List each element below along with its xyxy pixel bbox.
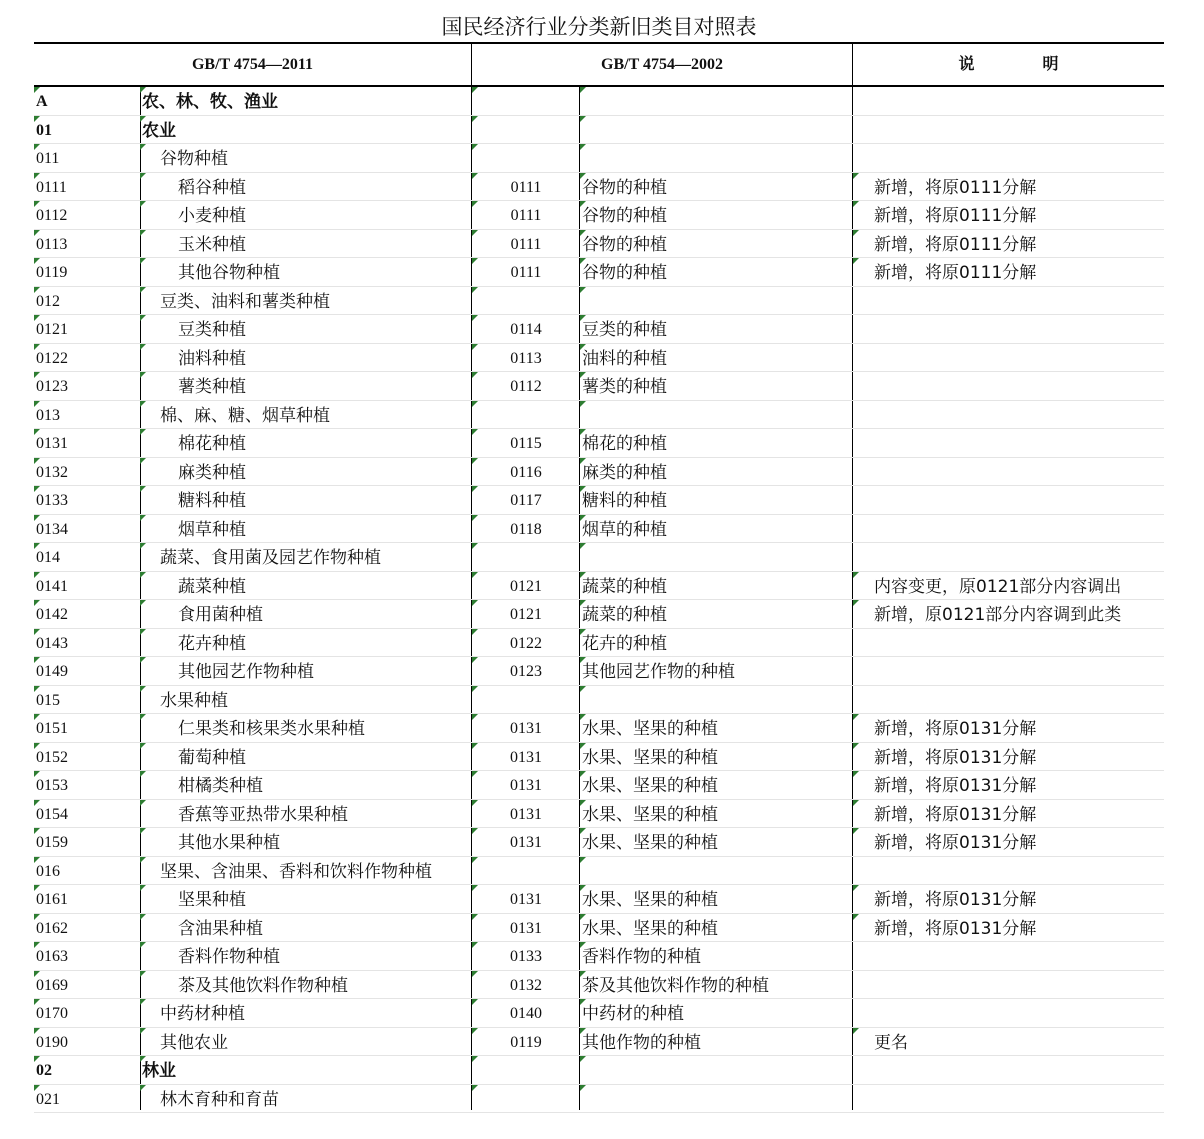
table-row [34,173,1164,202]
old-name-cell: 水果、坚果的种植 [582,918,718,939]
new-name-cell: 豆类种植 [178,320,246,340]
old-name-cell [582,686,852,714]
cell-marker-icon [853,201,859,207]
new-code-cell: 0131 [36,435,68,452]
table-row [34,914,1164,943]
new-code-cell: 0113 [36,235,68,253]
old-code-cell [472,857,580,885]
old-name-cell [582,87,852,115]
old-name-cell: 蔬菜的种植 [582,605,667,625]
new-code-cell: 0142 [36,606,68,623]
new-code-cell: 012 [36,292,60,310]
old-code-cell [472,686,580,714]
table-row [34,287,1164,316]
new-name-cell: 薯类种植 [178,377,246,397]
new-code-cell: 0159 [36,834,68,851]
table-row [34,429,1164,458]
cell-marker-icon [853,800,859,806]
note-cell: 内容变更，原0121部分内容调出 [874,576,1122,597]
old-name-cell [582,857,852,885]
note-cell [874,144,1164,172]
new-code-cell: 0122 [36,349,68,367]
new-code-cell: 0152 [36,748,68,766]
table-row [34,771,1164,800]
note-cell [874,344,1164,372]
new-name-cell: 稻谷种植 [178,177,246,198]
old-name-cell [582,1056,852,1084]
new-code-cell: 0151 [36,720,68,737]
note-cell [874,458,1164,486]
old-name-cell [582,287,852,315]
table-row [34,600,1164,629]
new-code-cell: 0154 [36,805,68,823]
new-code-cell: 011 [36,150,60,167]
table-row [34,87,1164,116]
note-cell: 新增，将原0111分解 [874,206,1037,226]
table-row [34,515,1164,544]
note-cell [874,87,1164,115]
note-cell: 新增，将原0131分解 [874,833,1037,853]
old-name-cell: 其他作物的种植 [582,1032,701,1053]
old-code-cell: 0131 [510,919,542,937]
new-name-cell: 农、林、牧、渔业 [142,92,278,112]
old-name-cell: 豆类的种植 [582,320,667,340]
table-row [34,144,1164,173]
new-name-cell: 小麦种植 [178,206,246,226]
note-cell: 新增，将原0131分解 [874,804,1037,825]
old-name-cell [582,1085,852,1113]
new-code-cell: 0132 [36,463,68,481]
note-cell: 新增，将原0111分解 [874,177,1037,198]
note-cell [874,942,1164,970]
old-name-cell: 中药材的种植 [582,1004,684,1024]
old-code-cell: 0115 [510,435,542,452]
note-cell [874,1056,1164,1084]
new-name-cell: 烟草种植 [178,519,246,540]
table-title: 国民经济行业分类新旧类目对照表 [441,15,757,39]
header-old-standard: GB/T 4754—2002 [601,56,723,73]
new-name-cell: 蔬菜、食用菌及园艺作物种植 [160,548,381,568]
new-name-cell: 豆类、油料和薯类种植 [160,291,330,312]
new-code-cell: 02 [36,1062,52,1079]
old-code-cell: 0118 [510,520,542,538]
old-name-cell: 香料作物的种植 [582,947,701,967]
old-name-cell: 水果、坚果的种植 [582,747,718,768]
old-name-cell: 谷物的种植 [582,234,667,255]
old-name-cell [582,543,852,571]
header-note-char-2: 明 [1042,56,1059,73]
new-code-cell: 0143 [36,634,68,652]
old-name-cell: 糖料的种植 [582,491,667,511]
old-code-cell: 0114 [510,321,542,338]
table-row [34,971,1164,1000]
new-code-cell: 0163 [36,948,68,965]
old-code-cell: 0111 [510,207,542,224]
table-row [34,116,1164,145]
old-code-cell [472,144,580,172]
table-row [34,629,1164,658]
old-code-cell: 0140 [510,1005,542,1022]
table-row [34,258,1164,287]
table-row [34,315,1164,344]
new-name-cell: 玉米种植 [178,234,246,255]
old-code-cell: 0121 [510,606,542,623]
table-row [34,572,1164,601]
cell-marker-icon [853,914,859,920]
table-body [34,87,1164,1113]
note-cell [874,116,1164,144]
table-row [34,800,1164,829]
old-code-cell: 0111 [510,235,542,253]
table-row [34,543,1164,572]
note-cell [874,629,1164,657]
new-name-cell: 中药材种植 [160,1004,245,1024]
note-cell [874,971,1164,999]
old-name-cell [582,401,852,429]
new-name-cell: 食用菌种植 [178,605,263,625]
old-code-cell: 0111 [510,178,542,196]
table-row [34,857,1164,886]
table-row [34,201,1164,230]
cell-marker-icon [853,771,859,777]
old-name-cell: 烟草的种植 [582,519,667,540]
cell-marker-icon [853,1028,859,1034]
old-name-cell [582,144,852,172]
new-code-cell: 01 [36,121,52,139]
cell-marker-icon [853,230,859,236]
note-cell [874,401,1164,429]
table-row [34,1085,1164,1114]
old-code-cell [472,287,580,315]
note-cell [874,543,1164,571]
note-cell [874,486,1164,514]
old-code-cell [472,401,580,429]
note-cell: 更名 [874,1032,908,1053]
table-row [34,942,1164,971]
new-name-cell: 林业 [142,1061,176,1081]
old-code-cell: 0112 [510,378,542,395]
new-code-cell: 0134 [36,520,68,538]
old-name-cell: 水果、坚果的种植 [582,890,718,910]
table-row [34,686,1164,715]
old-name-cell: 谷物的种植 [582,206,667,226]
new-name-cell: 农业 [142,120,176,141]
old-code-cell: 0113 [510,349,542,367]
note-cell: 新增，原0121部分内容调到此类 [874,605,1122,625]
old-name-cell [582,116,852,144]
note-cell [874,315,1164,343]
new-code-cell: 0141 [36,577,68,595]
table-row [34,999,1164,1028]
old-code-cell: 0131 [510,805,542,823]
table-row [34,458,1164,487]
new-code-cell: 013 [36,406,60,424]
cell-marker-icon [853,600,859,606]
note-cell [874,429,1164,457]
new-name-cell: 其他水果种植 [178,833,280,853]
old-name-cell: 水果、坚果的种植 [582,804,718,825]
new-name-cell: 柑橘类种植 [178,776,263,796]
note-cell [874,1085,1164,1113]
new-name-cell: 坚果、含油果、香料和饮料作物种植 [160,861,432,882]
new-code-cell: 0161 [36,891,68,908]
note-cell: 新增，将原0131分解 [874,890,1037,910]
cell-marker-icon [853,714,859,720]
old-code-cell: 0123 [510,663,542,680]
note-cell: 新增，将原0131分解 [874,918,1037,939]
new-name-cell: 谷物种植 [160,149,228,169]
old-name-cell: 其他园艺作物的种植 [582,662,735,682]
new-code-cell: 0170 [36,1005,68,1022]
new-code-cell: 0121 [36,321,68,338]
note-cell: 新增，将原0111分解 [874,234,1037,255]
old-code-cell: 0121 [510,577,542,595]
table-row [34,828,1164,857]
table-row [34,486,1164,515]
new-code-cell: 015 [36,691,60,709]
new-name-cell: 糖料种植 [178,491,246,511]
top-rule [34,42,1164,44]
new-name-cell: 水果种植 [160,690,228,711]
old-name-cell: 谷物的种植 [582,263,667,283]
new-name-cell: 麻类种植 [178,462,246,483]
old-name-cell: 棉花的种植 [582,434,667,454]
new-code-cell: 0153 [36,777,68,794]
note-cell: 新增，将原0131分解 [874,719,1037,739]
old-code-cell: 0117 [510,492,542,509]
cell-marker-icon [853,258,859,264]
old-code-cell [472,116,580,144]
new-code-cell: 0111 [36,178,67,196]
old-name-cell: 薯类的种植 [582,377,667,397]
new-code-cell: 0149 [36,663,68,680]
header-note-char-1: 说 [958,56,975,73]
table-row [34,344,1164,373]
cell-marker-icon [853,885,859,891]
note-cell [874,287,1164,315]
new-code-cell: A [36,93,48,110]
table-row [34,743,1164,772]
old-name-cell: 麻类的种植 [582,462,667,483]
new-code-cell: 0162 [36,919,68,937]
new-name-cell: 香料作物种植 [178,947,280,967]
new-name-cell: 葡萄种植 [178,747,246,768]
old-name-cell: 谷物的种植 [582,177,667,198]
old-code-cell: 0116 [510,463,542,481]
header-note [853,45,1164,85]
old-code-cell [472,1085,580,1113]
old-name-cell: 水果、坚果的种植 [582,833,718,853]
new-name-cell: 棉花种植 [178,434,246,454]
new-code-cell: 021 [36,1090,60,1108]
old-code-cell: 0111 [510,264,542,281]
old-code-cell [472,543,580,571]
old-name-cell: 水果、坚果的种植 [582,719,718,739]
table-row [34,1028,1164,1057]
cell-marker-icon [853,743,859,749]
new-name-cell: 坚果种植 [178,890,246,910]
new-name-cell: 仁果类和核果类水果种植 [178,719,365,739]
cell-marker-icon [853,828,859,834]
note-cell [874,857,1164,885]
old-name-cell: 水果、坚果的种植 [582,776,718,796]
table-row [34,657,1164,686]
old-code-cell: 0131 [510,891,542,908]
old-code-cell: 0131 [510,777,542,794]
table-row [34,885,1164,914]
old-name-cell: 蔬菜的种植 [582,576,667,597]
note-cell [874,515,1164,543]
new-code-cell: 0190 [36,1033,68,1051]
cell-marker-icon [853,572,859,578]
new-name-cell: 棉、麻、糖、烟草种植 [160,405,330,426]
new-name-cell: 茶及其他饮料作物种植 [178,975,348,996]
old-code-cell [472,87,580,115]
table-row [34,230,1164,259]
old-code-cell: 0131 [510,748,542,766]
old-code-cell: 0133 [510,948,542,965]
note-cell [874,657,1164,685]
table-row [34,714,1164,743]
old-name-cell: 花卉的种植 [582,633,667,654]
new-name-cell: 其他谷物种植 [178,263,280,283]
old-code-cell: 0131 [510,834,542,851]
new-name-cell: 花卉种植 [178,633,246,654]
new-name-cell: 香蕉等亚热带水果种植 [178,804,348,825]
new-name-cell: 蔬菜种植 [178,576,246,597]
new-name-cell: 油料种植 [178,348,246,369]
old-name-cell: 茶及其他饮料作物的种植 [582,975,769,996]
new-name-cell: 其他农业 [160,1032,228,1053]
header-new-standard: GB/T 4754—2011 [191,56,314,73]
old-code-cell: 0131 [510,720,542,737]
table-row [34,372,1164,401]
old-code-cell: 0122 [510,634,542,652]
old-code-cell: 0132 [510,976,542,994]
note-cell: 新增，将原0111分解 [874,263,1037,283]
note-cell: 新增，将原0131分解 [874,747,1037,768]
table-row [34,401,1164,430]
new-code-cell: 0112 [36,207,68,224]
old-code-cell: 0119 [510,1033,542,1051]
new-name-cell: 林木育种和育苗 [160,1089,279,1110]
old-code-cell [472,1056,580,1084]
table-row [34,1056,1164,1085]
new-code-cell: 014 [36,549,60,566]
new-code-cell: 016 [36,862,60,880]
new-name-cell: 其他园艺作物种植 [178,662,314,682]
note-cell [874,686,1164,714]
new-name-cell: 含油果种植 [178,918,263,939]
old-name-cell: 油料的种植 [582,348,667,369]
cell-marker-icon [853,173,859,179]
note-cell: 新增，将原0131分解 [874,776,1037,796]
note-cell [874,999,1164,1027]
new-code-cell: 0123 [36,378,68,395]
new-code-cell: 0133 [36,492,68,509]
new-code-cell: 0169 [36,976,68,994]
new-code-cell: 0119 [36,264,68,281]
note-cell [874,372,1164,400]
